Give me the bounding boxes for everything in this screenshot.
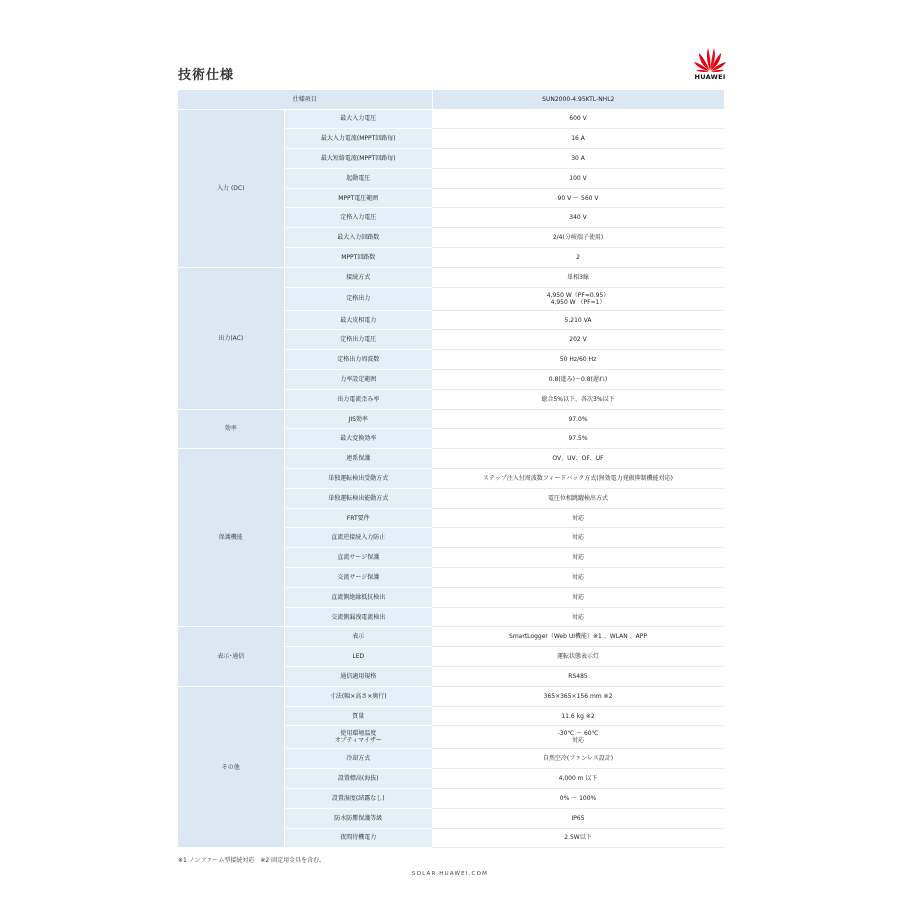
spec-item-label: 最大入力電圧 [340, 115, 377, 123]
spec-item [284, 389, 432, 409]
spec-value-text: 対応 [572, 514, 585, 522]
spec-value [432, 429, 724, 449]
spec-item-label: LED [352, 653, 365, 661]
spec-value [432, 129, 724, 149]
table-row [178, 109, 724, 129]
spec-item [284, 627, 432, 647]
spec-item-label: 交流サージ保護 [337, 573, 380, 581]
spec-value [432, 686, 724, 706]
spec-value [432, 267, 724, 287]
spec-value [432, 109, 724, 129]
table-row [178, 627, 724, 647]
spec-item [284, 528, 432, 548]
spec-item-label: 単独運転検出受動方式 [328, 474, 389, 482]
group-label: 効率 [178, 409, 284, 449]
spec-item [284, 828, 432, 848]
spec-item [284, 287, 432, 310]
spec-value-text: -30℃ ～ 60℃ [557, 730, 599, 738]
spec-table [178, 90, 724, 848]
spec-item-label: 最大短絡電流(MPPT回路毎) [320, 154, 396, 162]
spec-item [284, 667, 432, 687]
spec-item-label: 設置湿度(結露なし) [331, 794, 385, 802]
group-label: その他 [178, 686, 284, 848]
spec-value-text: 11.6 kg ※2 [561, 712, 595, 720]
spec-item-label: 直流側絶縁抵抗検出 [331, 593, 386, 601]
spec-value [432, 449, 724, 469]
spec-value-text-2: 対応 [572, 737, 585, 745]
spec-value [432, 769, 724, 789]
spec-item-label: 設置標高(海抜) [337, 775, 379, 783]
spec-value [432, 749, 724, 769]
spec-item-label: 最大変換効率 [340, 435, 377, 443]
spec-value [432, 568, 724, 588]
spec-value [432, 168, 724, 188]
spec-item-label: 出力電流歪み率 [337, 395, 380, 403]
spec-value-text: 運転状態表示灯 [557, 653, 600, 661]
spec-item [284, 370, 432, 390]
spec-item-label-2: オプティマイザー [334, 737, 382, 745]
spec-item-label: FRT要件 [346, 514, 370, 522]
spec-value-text-2: 4,950 W （PF=1） [550, 298, 606, 306]
spec-item-label: 通信適用規格 [340, 672, 377, 680]
spec-value [432, 287, 724, 310]
spec-value-text: SmartLogger（Web UI機能）※1 、WLAN 、APP [509, 633, 648, 641]
spec-value-text: 自然空冷(ファンレス設計) [542, 755, 614, 763]
spec-value [432, 706, 724, 726]
spec-value [432, 188, 724, 208]
footnote: ※1 ノンファーム型接続対応 ※2 固定用金具を含む。 [178, 857, 326, 864]
spec-value [432, 647, 724, 667]
spec-item [284, 789, 432, 809]
spec-item-label: 定格入力電圧 [340, 214, 377, 222]
spec-value-text: IP65 [571, 814, 585, 822]
spec-value [432, 789, 724, 809]
spec-item-label: 質量 [352, 712, 365, 720]
group-label: 出力(AC) [178, 267, 284, 409]
spec-item-label: 最大皮相電力 [340, 316, 377, 324]
spec-item [284, 449, 432, 469]
group-label: 入力 (DC) [178, 109, 284, 267]
spec-item-label: 接続方式 [346, 273, 371, 281]
page-title: 技術仕様 [178, 68, 235, 83]
header-model: SUN2000-4.95KTL-NHL2 [432, 90, 724, 109]
spec-value-text: 50 Hz/60 Hz [559, 356, 597, 364]
spec-value [432, 508, 724, 528]
spec-item [284, 267, 432, 287]
spec-item-label: MPPT回路数 [341, 253, 376, 261]
spec-item [284, 647, 432, 667]
spec-value-text: 365×365×156 mm ※2 [543, 692, 613, 700]
spec-value [432, 488, 724, 508]
spec-item [284, 228, 432, 248]
spec-item-label: 防水防塵保護等級 [334, 814, 383, 822]
spec-value [432, 587, 724, 607]
spec-value-text: 0% ～ 100% [559, 794, 597, 802]
spec-value [432, 667, 724, 687]
table-row [178, 449, 724, 469]
group-label: 保護機能 [178, 449, 284, 627]
spec-value-text: 0.8(進み)～0.8(遅れ) [548, 375, 608, 383]
spec-item-label: 交流側漏洩電流検出 [331, 613, 386, 621]
spec-item [284, 168, 432, 188]
spec-value-text: 対応 [572, 554, 585, 562]
spec-item [284, 726, 432, 749]
spec-item-label: MPPT電圧範囲 [338, 194, 379, 202]
spec-item [284, 429, 432, 449]
spec-value [432, 469, 724, 489]
spec-item [284, 587, 432, 607]
spec-item-label: 冷却方式 [346, 755, 371, 763]
spec-item-label: 夜間待機電力 [340, 834, 377, 842]
spec-value-text: 対応 [572, 534, 585, 542]
spec-value [432, 389, 724, 409]
spec-item-label: 定格出力周波数 [337, 356, 380, 364]
spec-item [284, 129, 432, 149]
spec-value-text: 100 V [569, 174, 587, 182]
spec-item [284, 330, 432, 350]
spec-value [432, 350, 724, 370]
table-row [178, 267, 724, 287]
spec-value [432, 409, 724, 429]
spec-value [432, 726, 724, 749]
spec-value [432, 228, 724, 248]
spec-item [284, 149, 432, 169]
spec-item [284, 409, 432, 429]
spec-value [432, 808, 724, 828]
spec-value-text: OV、UV、OF、UF [552, 455, 604, 463]
spec-item-label: 最大入力電流(MPPT回路毎) [320, 135, 396, 143]
spec-item-label: JIS効率 [348, 415, 368, 423]
spec-item [284, 769, 432, 789]
spec-item [284, 607, 432, 627]
spec-value-text: 5,210 VA [564, 316, 592, 324]
spec-item [284, 749, 432, 769]
spec-value [432, 528, 724, 548]
spec-item-label: 連系保護 [346, 455, 371, 463]
spec-item-label: 使用環境温度 [340, 730, 377, 738]
spec-value [432, 370, 724, 390]
spec-value-text: 202 V [569, 336, 587, 344]
spec-item-label: 起動電圧 [346, 174, 371, 182]
spec-item [284, 208, 432, 228]
spec-item [284, 686, 432, 706]
spec-value [432, 248, 724, 268]
spec-item [284, 350, 432, 370]
spec-value-text: 16 A [571, 135, 585, 143]
spec-value [432, 208, 724, 228]
spec-item-label: 直流サージ保護 [337, 554, 380, 562]
spec-value-text: 90 V ～ 560 V [557, 194, 599, 202]
spec-item-label: 直流逆接続入力防止 [331, 534, 386, 542]
spec-value [432, 548, 724, 568]
spec-value-text: 対応 [572, 593, 585, 601]
spec-value-text: ステップ注入付周波数フィードバック方式(無効電力発振抑制機能対応) [483, 474, 673, 482]
spec-value-text: 4,000 m 以下 [558, 775, 598, 783]
spec-item-label: 単独運転検出能動方式 [328, 494, 389, 502]
spec-value-text: 総合5%以下、各次3%以下 [541, 395, 615, 403]
spec-item [284, 508, 432, 528]
spec-item-label: 定格出力電圧 [340, 336, 377, 344]
brand-name: HUAWEI [694, 73, 726, 81]
spec-value-text: 600 V [569, 115, 587, 123]
spec-value [432, 149, 724, 169]
spec-item [284, 548, 432, 568]
spec-item [284, 248, 432, 268]
spec-value-text: 2/4(分岐端子使用) [552, 234, 604, 242]
spec-item [284, 469, 432, 489]
spec-value-text: 単相3線 [567, 273, 589, 281]
table-header-row [178, 90, 724, 109]
header-item: 仕様項目 [178, 90, 432, 109]
spec-value [432, 607, 724, 627]
group-label: 表示･通信 [178, 627, 284, 686]
spec-item [284, 109, 432, 129]
spec-value [432, 627, 724, 647]
spec-value-text: 2 [576, 253, 580, 261]
spec-value-text: 対応 [572, 613, 585, 621]
spec-item [284, 808, 432, 828]
spec-value-text: 2.5W以下 [564, 834, 592, 842]
spec-item [284, 188, 432, 208]
spec-item [284, 568, 432, 588]
site-url: SOLAR.HUAWEI.COM [411, 871, 489, 877]
spec-value [432, 330, 724, 350]
spec-item-label: 寸法(幅×高さ×奥行) [329, 692, 387, 700]
spec-value-text: 340 V [569, 214, 587, 222]
spec-item [284, 706, 432, 726]
spec-value-text: 電圧位相跳躍検出方式 [548, 494, 609, 502]
spec-value-text: 30 A [571, 154, 585, 162]
table-row [178, 686, 724, 706]
spec-item-label: 表示 [352, 633, 365, 641]
spec-value [432, 310, 724, 330]
spec-value-text: 97.0% [568, 415, 588, 423]
spec-item-label: 最大入力回路数 [337, 234, 380, 242]
spec-item [284, 488, 432, 508]
spec-value-text: 対応 [572, 573, 585, 581]
spec-value-text: RS485 [568, 672, 588, 680]
spec-item-label: 力率設定範囲 [340, 375, 377, 383]
spec-value-text: 4,950 W（PF=0.95） [546, 291, 610, 299]
spec-value [432, 828, 724, 848]
table-row [178, 409, 724, 429]
spec-item-label: 定格出力 [346, 295, 371, 303]
spec-item [284, 310, 432, 330]
spec-value-text: 97.5% [568, 435, 588, 443]
